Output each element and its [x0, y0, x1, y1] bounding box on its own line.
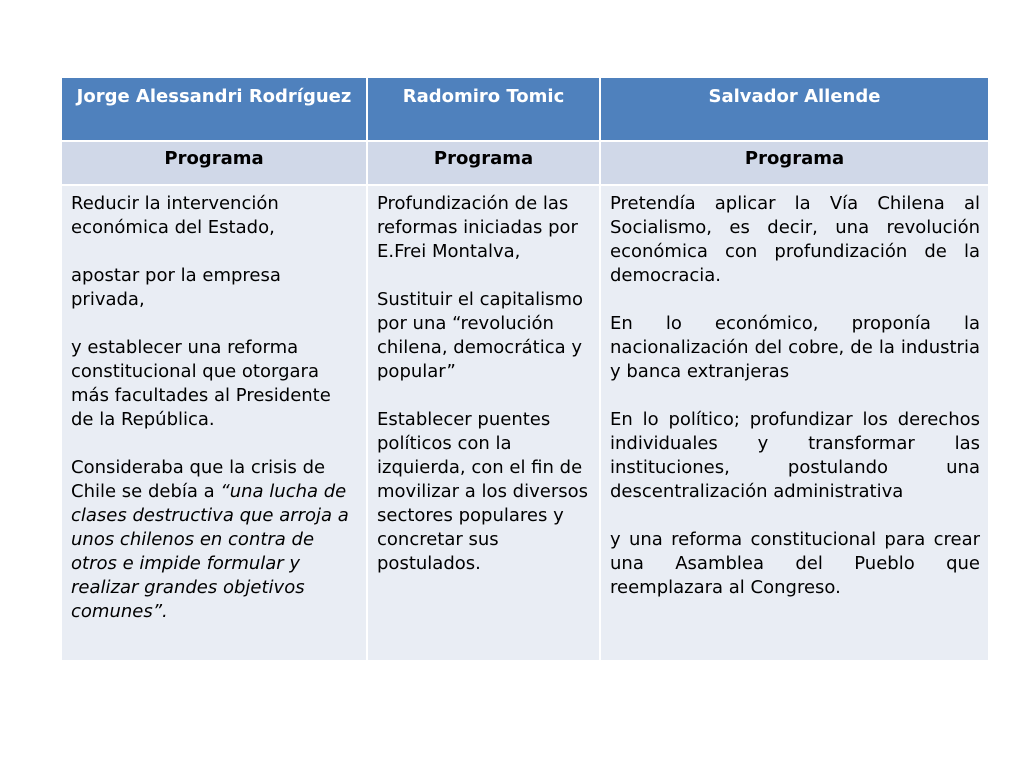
body-row: [61, 185, 989, 661]
cell-alessandri: [61, 185, 367, 661]
tomic-point-2: Sustituir el capitalismo por una “revolución chilena, democrática y popular”: [377, 289, 584, 382]
allende-point-2: En lo económico, proponía la nacionalización del cobre, de la industria y banca extranjeras: [610, 313, 980, 382]
cell-allende: [600, 185, 989, 661]
subheader-row: [61, 141, 989, 185]
subheader-alessandri: Programa: [61, 141, 367, 185]
tomic-point-1: Profundización de las reformas iniciadas por E.Frei Montalva,: [377, 193, 578, 262]
allende-point-1: Pretendía aplicar la Vía Chilena al Socialismo, es decir, una revolución económica con profundización de la democracia.: [610, 193, 980, 286]
alessandri-point-1: Reducir la intervención económica del Estado,: [71, 193, 279, 238]
allende-point-4: y una reforma constitucional para crear una Asamblea del Pueblo que reemplazara al Congreso.: [610, 529, 980, 598]
header-tomic: Radomiro Tomic: [367, 77, 600, 141]
alessandri-point-3: y establecer una reforma constitucional que otorgara más facultades al Presidente de la República.: [71, 337, 331, 430]
header-allende: Salvador Allende: [600, 77, 989, 141]
cell-tomic: [367, 185, 600, 661]
header-row: [61, 77, 989, 141]
header-alessandri: Jorge Alessandri Rodríguez: [61, 77, 367, 141]
comparison-table: [60, 76, 990, 662]
alessandri-point-4: [71, 456, 358, 624]
alessandri-quote-intro: Consideraba que la crisis de Chile se debía a: [71, 457, 326, 502]
tomic-point-3: Establecer puentes políticos con la izquierda, con el fin de movilizar a los diversos sectores populares y concretar sus postulados.: [377, 409, 588, 574]
subheader-allende: Programa: [600, 141, 989, 185]
allende-point-3: En lo político; profundizar los derechos individuales y transformar las instituciones, postulando una descentralización administrativa: [610, 409, 980, 502]
alessandri-point-2: apostar por la empresa privada,: [71, 265, 281, 310]
alessandri-quote: “una lucha de clases destructiva que arroja a unos chilenos en contra de otros e impide formular y realizar grandes objetivos comunes”.: [71, 481, 349, 622]
subheader-tomic: Programa: [367, 141, 600, 185]
